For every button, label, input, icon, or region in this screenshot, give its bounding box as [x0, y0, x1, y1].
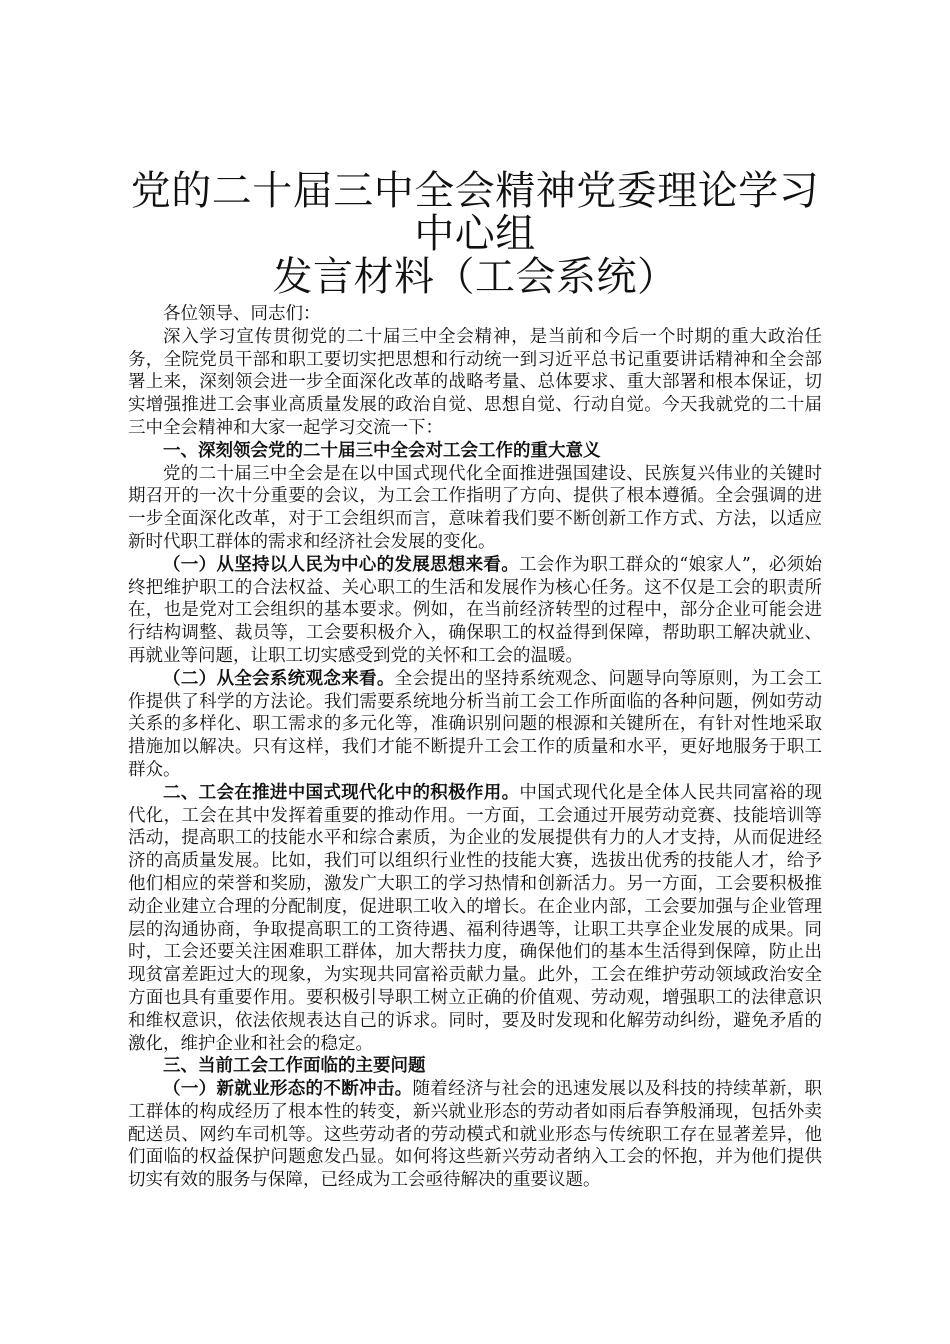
section-1-body: 党的二十届三中全会是在以中国式现代化全面推进强国建设、民族复兴伟业的关键时期召开的一次十分重要的会议，为工会工作指明了方向、提供了根本遵循。全会强调的进一步全面深化改革，对于工会组织而言，意味着我们要不断创新工作方式、方法，以适应新时代职工群体的需求和经济社会发展的变化。 [128, 463, 822, 552]
document-page [128, 170, 822, 1192]
document-title [128, 170, 822, 299]
section-2-heading: 二、工会在推进中国式现代化中的积极作用。 [163, 782, 520, 803]
section-3-point-1 [128, 1078, 822, 1192]
section-1-heading: 一、深刻领会党的二十届三中全会对工会工作的重大意义 [163, 440, 601, 461]
section-3-point-1-body: 随着经济与社会的迅速发展以及科技的持续革新，职工群体的构成经历了根本性的转变，新兴就业形态的劳动者如雨后春笋般涌现，包括外卖配送员、网约车司机等。这些劳动者的劳动模式和就业形态与传统职工存在显著差异，他们面临的权益保护问题愈发凸显。如何将这些新兴劳动者纳入工会的怀抱，并为他们提供切实有效的服务与保障，已经成为工会亟待解决的重要议题。 [128, 1079, 823, 1191]
title-line-1: 党的二十届三中全会精神党委理论学习中心组 [130, 168, 820, 257]
title-line-2: 发言材料（工会系统） [272, 254, 678, 300]
intro-paragraph: 深入学习宣传贯彻党的二十届三中全会精神，是当前和今后一个时期的重大政治任务，全院党员干部和职工要切实把思想和行动统一到习近平总书记重要讲话精神和全会部署上来，深刻领会进一步全面深化改革的战略考量、总体要求、重大部署和根本保证，切实增强推进工会事业高质量发展的政治自觉、思想自觉、行动自觉。今天我就党的二十届三中全会精神和大家一起学习交流一下： [128, 326, 822, 438]
section-1-point-1-body: 工会作为职工群众的“娘家人”，必须始终把维护职工的合法权益、关心职工的生活和发展作为核心任务。这不仅是工会的职责所在，也是党对工会组织的基本要求。例如，在当前经济转型的过程中，部分企业可能会进行结构调整、裁员等，工会要积极介入，确保职工的权益得到保障，帮助职工解决就业、再就业等问题，让职工切实感受到党的关怀和工会的温暖。 [128, 554, 822, 666]
section-1-point-1 [128, 554, 822, 668]
section-3-heading: 三、当前工会工作面临的主要问题 [163, 1056, 426, 1077]
section-2-body: 中国式现代化是全体人民共同富裕的现代化，工会在其中发挥着重要的推动作用。一方面，工会通过开展劳动竞赛、技能培训等活动，提高职工的技能水平和综合素质，为企业的发展提供有力的人才支持，从而促进经济的高质量发展。比如，我们可以组织行业性的技能大赛，选拔出优秀的技能人才，给予他们相应的荣誉和奖励，激发广大职工的学习热情和创新活力。另一方面，工会要积极推动企业建立合理的分配制度，促进职工收入的增长。在企业内部，工会要加强与企业管理层的沟通协商，争取提高职工的工资待遇、福利待遇等，让职工共享企业发展的成果。同时，工会还要关注困难职工群体，加大帮扶力度，确保他们的基本生活得到保障，防止出现贫富差距过大的现象，为实现共同富裕贡献力量。此外，工会在维护劳动领域政治安全方面也具有重要作用。要积极引导职工树立正确的价值观、劳动观，增强职工的法律意识和维权意识，依法依规表达自己的诉求。同时，要及时发现和化解劳动纠纷，避免矛盾的激化，维护企业和社会的稳定。 [128, 782, 823, 1054]
section-1-point-2 [128, 668, 822, 782]
section-1-point-2-body: 全会提出的坚持系统观念、问题导向等原则，为工会工作提供了科学的方法论。我们需要系统地分析当前工会工作所面临的各种问题，例如劳动关系的多样化、职工需求的多元化等，准确识别问题的根源和关键所在，有针对性地采取措施加以解决。只有这样，我们才能不断提升工会工作的质量和水平，更好地服务于职工群众。 [128, 668, 823, 780]
section-3-point-1-lead: （一）新就业形态的不断冲击。 [163, 1079, 413, 1100]
section-1-point-1-lead: （一）从坚持以人民为中心的发展思想来看。 [163, 554, 519, 575]
section-1-point-2-lead: （二）从全会系统观念来看。 [163, 668, 395, 689]
section-2-paragraph [128, 782, 822, 1056]
greeting: 各位领导、同志们： [163, 304, 321, 324]
